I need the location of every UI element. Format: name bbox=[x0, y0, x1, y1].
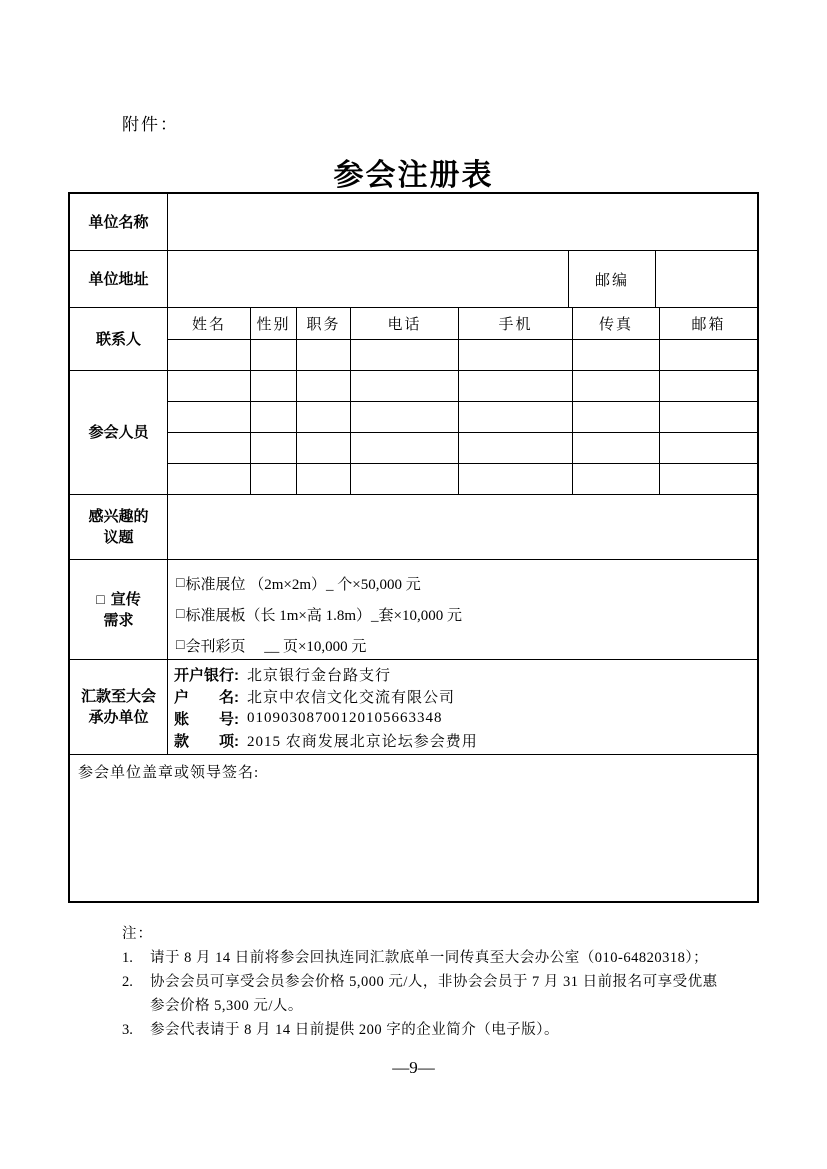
contact-subtable bbox=[167, 308, 757, 370]
attendee-cell[interactable] bbox=[458, 464, 572, 494]
contact-cell[interactable] bbox=[659, 340, 757, 371]
contact-header-row bbox=[168, 308, 757, 339]
attendee-cell[interactable] bbox=[296, 464, 350, 494]
account-name-value: 北京中农信文化交流有限公司 bbox=[247, 689, 456, 706]
contact-cell[interactable] bbox=[168, 340, 250, 371]
attachment-label: 附件： bbox=[122, 115, 179, 134]
remittance-label bbox=[70, 660, 167, 754]
column-header-fax: 传真 bbox=[572, 308, 659, 339]
attendee-cell[interactable] bbox=[350, 371, 458, 401]
checkbox-icon[interactable]: □ bbox=[96, 590, 105, 607]
bank-info bbox=[167, 660, 757, 754]
attendee-cell[interactable] bbox=[350, 464, 458, 494]
publicity-option-text: 标准展位 （2m×2m）_ 个×50,000 元 bbox=[185, 577, 421, 593]
account-number-label: 账 号: bbox=[174, 710, 239, 728]
note-text: 请于 8 月 14 日前将参会回执连同汇款底单一同传真至大会办公室（010-64820318）； bbox=[150, 950, 709, 966]
attendee-cell[interactable] bbox=[572, 433, 659, 463]
table-row-remittance bbox=[70, 659, 757, 754]
attendee-cell[interactable] bbox=[659, 371, 757, 401]
unit-name-label: 单位名称 bbox=[88, 213, 149, 231]
column-header-mobile: 手机 bbox=[458, 308, 572, 339]
publicity-option-journal bbox=[176, 630, 757, 661]
attendee-cell[interactable] bbox=[250, 371, 296, 401]
attendee-cell[interactable] bbox=[458, 371, 572, 401]
bank-name-label: 开户银行: bbox=[174, 666, 239, 684]
note-text: 协会会员可享受会员参会价格 5,000 元/人，非协会会员于 7 月 31 日前报名可享受优惠参会价格 5,300 元/人。 bbox=[150, 974, 718, 1014]
attendees-subtable bbox=[167, 371, 757, 494]
contact-cell[interactable] bbox=[572, 340, 659, 371]
note-item-3 bbox=[122, 1018, 726, 1042]
topics-input-cell[interactable] bbox=[167, 495, 757, 559]
column-header-name: 姓名 bbox=[191, 316, 226, 333]
unit-name-input-cell[interactable] bbox=[167, 194, 757, 250]
attendee-cell[interactable] bbox=[659, 433, 757, 463]
column-header-gender: 性别 bbox=[250, 308, 296, 339]
signature-label: 参会单位盖章或领导签名: bbox=[78, 765, 260, 781]
attendees-label: 参会人员 bbox=[88, 424, 149, 441]
contact-cell[interactable] bbox=[458, 340, 572, 371]
attendee-row bbox=[168, 401, 757, 432]
bank-name-value: 北京银行金台路支行 bbox=[247, 667, 392, 684]
signature-cell[interactable] bbox=[70, 755, 757, 901]
column-header-phone: 电话 bbox=[350, 308, 458, 339]
column-header-email: 邮箱 bbox=[659, 308, 757, 339]
attendee-cell[interactable] bbox=[458, 433, 572, 463]
bank-line-account-number bbox=[174, 707, 757, 729]
account-name-label: 户 名: bbox=[174, 688, 239, 706]
unit-address-input-cell[interactable] bbox=[167, 251, 568, 307]
publicity-option-panel bbox=[176, 599, 757, 630]
publicity-label-line1: □ 宣传 bbox=[96, 590, 141, 608]
bank-line-bank bbox=[174, 663, 757, 685]
note-text: 参会代表请于 8 月 14 日前提供 200 字的企业简介（电子版）。 bbox=[150, 1022, 559, 1038]
attendee-cell[interactable] bbox=[296, 433, 350, 463]
publicity-options bbox=[167, 560, 757, 659]
note-item-1 bbox=[122, 946, 726, 970]
attendee-row bbox=[168, 371, 757, 401]
registration-table bbox=[68, 192, 759, 903]
attendee-cell[interactable] bbox=[250, 402, 296, 432]
topics-label-line1: 感兴趣的 bbox=[88, 508, 149, 525]
notes-heading: 注： bbox=[122, 926, 153, 942]
contact-cell[interactable] bbox=[250, 340, 296, 371]
attendee-cell[interactable] bbox=[250, 433, 296, 463]
publicity-option-booth bbox=[176, 568, 757, 599]
unit-address-label: 单位地址 bbox=[88, 270, 149, 288]
note-number: 2. bbox=[122, 974, 133, 990]
contact-cell[interactable] bbox=[296, 340, 350, 371]
checkbox-icon[interactable]: □ bbox=[176, 575, 185, 591]
attendee-cell[interactable] bbox=[296, 402, 350, 432]
attendee-cell[interactable] bbox=[350, 402, 458, 432]
checkbox-icon[interactable]: □ bbox=[176, 606, 185, 622]
attendee-cell[interactable] bbox=[250, 464, 296, 494]
attendee-cell[interactable] bbox=[168, 433, 250, 463]
payment-item-value: 2015 农商发展北京论坛参会费用 bbox=[247, 733, 478, 750]
attendee-cell[interactable] bbox=[168, 464, 250, 494]
note-item-2 bbox=[122, 970, 726, 1018]
attendee-cell[interactable] bbox=[168, 371, 250, 401]
postal-code-input-cell[interactable] bbox=[655, 251, 757, 307]
attendee-cell[interactable] bbox=[572, 371, 659, 401]
table-row-publicity bbox=[70, 559, 757, 659]
remittance-label-line1: 汇款至大会 bbox=[80, 688, 156, 705]
contact-input-row bbox=[168, 339, 757, 371]
attendee-cell[interactable] bbox=[458, 402, 572, 432]
account-number-value: 01090308700120105663348 bbox=[247, 709, 443, 726]
table-row-attendees bbox=[70, 370, 757, 494]
attendee-cell[interactable] bbox=[572, 402, 659, 432]
table-row-unit-address bbox=[70, 250, 757, 307]
attendee-cell[interactable] bbox=[168, 402, 250, 432]
topics-label-line2: 议题 bbox=[103, 529, 134, 546]
checkbox-icon[interactable]: □ bbox=[176, 637, 185, 653]
publicity-option-text: 标准展板（长 1m×高 1.8m）_套×10,000 元 bbox=[185, 608, 462, 624]
payment-item-label: 款 项: bbox=[174, 732, 239, 750]
note-number: 3. bbox=[122, 1022, 133, 1038]
table-row-topics bbox=[70, 494, 757, 559]
publicity-label bbox=[70, 560, 167, 659]
topics-label bbox=[70, 495, 167, 559]
page-number: —9— bbox=[392, 1058, 435, 1077]
bank-line-payment-item bbox=[174, 729, 757, 751]
notes-section bbox=[122, 922, 726, 1042]
attendee-cell[interactable] bbox=[659, 464, 757, 494]
publicity-option-text: 会刊彩页 __ 页×10,000 元 bbox=[185, 639, 367, 655]
table-row-contact bbox=[70, 307, 757, 370]
remittance-label-line2: 承办单位 bbox=[88, 709, 149, 726]
attendee-cell[interactable] bbox=[659, 402, 757, 432]
publicity-label-line2: 需求 bbox=[103, 611, 134, 629]
attendee-cell[interactable] bbox=[296, 371, 350, 401]
table-row-unit-name bbox=[70, 194, 757, 250]
attendee-cell[interactable] bbox=[572, 464, 659, 494]
page-title: 参会注册表 bbox=[333, 159, 494, 192]
bank-line-account-name bbox=[174, 685, 757, 707]
attendee-row bbox=[168, 463, 757, 494]
column-header-position: 职务 bbox=[296, 308, 350, 339]
postal-code-label: 邮编 bbox=[568, 251, 655, 307]
contact-cell[interactable] bbox=[350, 340, 458, 371]
table-row-signature bbox=[70, 754, 757, 901]
contact-label: 联系人 bbox=[95, 330, 141, 348]
attendee-cell[interactable] bbox=[350, 433, 458, 463]
attendee-row bbox=[168, 432, 757, 463]
note-number: 1. bbox=[122, 950, 133, 966]
